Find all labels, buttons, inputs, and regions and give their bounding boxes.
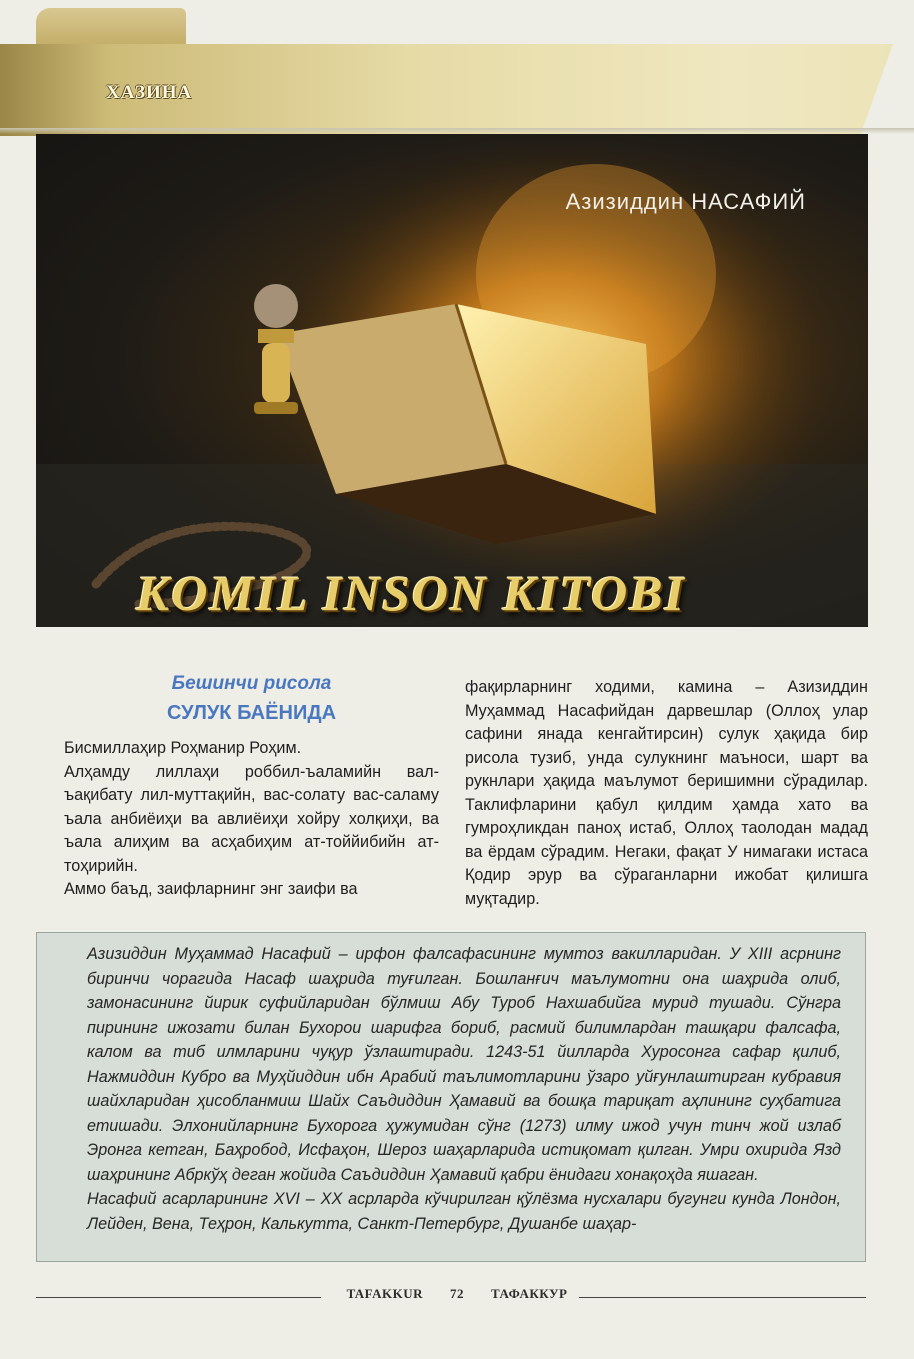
section-title: ХАЗИНА: [106, 82, 193, 103]
bio-paragraph-manuscripts: Насафий асарларининг XVI – XX асрларда кўчирилган қўлёзма нусхалари бугунги кунда Лондон, Лейден, Вена, Теҳрон, Калькутта, Санкт-Петербург, Душанбе шаҳар-: [87, 1190, 841, 1233]
page-footer: [0, 1286, 914, 1302]
bio-paragraph: Азизиддин Муҳаммад Насафий – ирфон фалсафасининг мумтоз вакилларидан. У XIII асрнинг биринчи чорагида Насаф шаҳрида туғилган. Бошланғич маълумотни она шаҳрида олиб, замонасининг йирик суфийларидан бўлмиш Абу Туроб Нахшабийга мурид тушади. Сўнгра пирининг ижозати билан Бухорои шарифга бориб, расмий билимлардан ташқари фалсафа, калом ва тиб илмларини чуқур ўзлаштиради. 1243-51 йилларда Хуросонга сафар қилиб, Нажмиддин Кубро ва Муҳйиддин ибн Арабий таълимотларини ўзаро уйғунлаштирган кубравия шайхларидан ҳисобланмиш Шайх Саъдиддин Ҳамавий ва бошқа тариқат аҳлининг суҳбатига етишади. Элхонийларнинг Бухорога ҳужумидан сўнг (1273) илму ижод учун тинч жой излаб Эронга кетган, Баҳробод, Исфаҳон, Шероз шаҳарларида истиқомат қилган. Умри охирида Язд шаҳрининг Абркўҳ деган жойида Саъдиддин Ҳамавий қабри ёнидаги хонақоҳда яшаган.: [87, 945, 841, 1184]
article-right-column: [465, 676, 868, 911]
author-name: Азизиддин НАСАФИЙ: [565, 189, 806, 214]
footer-magazine-cyrillic: ТАФАККУР: [485, 1286, 573, 1301]
author-bio-box: [36, 932, 866, 1262]
page-number: 72: [444, 1286, 470, 1301]
paragraph-basmala: Бисмиллаҳир Роҳманир Роҳим.: [64, 739, 302, 757]
footer-magazine-latin: TAFAKKUR: [341, 1286, 429, 1301]
paragraph-continuation: фақирларнинг ходими, камина – Азизиддин Муҳаммад Насафийдан дарвешлар (Оллоҳ улар сафини янада кенгайтирсин) сулук ҳақида бир рисола тузиб, унда сулукнинг маъноси, шарт ва рукнлари ҳақида маълумот беришимни сўрадилар. Таклифларини қабул қилдим ҳамда хато ва гумроҳликдан паноҳ истаб, Оллоҳ таолодан мадад ва ёрдам сўрадим. Негаки, фақат У нимагаки истаса Қодир эрур ва сўраганларни ижобат қилишга муқтадир.: [465, 678, 868, 908]
article-left-column: [64, 672, 439, 902]
article-heading: СУЛУК БАЁНИДА: [166, 701, 337, 724]
book-title: KOMIL INSON KITOBI: [136, 565, 687, 621]
paragraph-amma-bad: Аммо баъд, заифларнинг энг заифи ва: [64, 880, 358, 898]
hero-image: [36, 134, 868, 627]
paragraph-hamd: Алҳамду лиллаҳи роббил-ъаламийн вал-ъақибату лил-муттақийн, вас-солату вас-саламу ъала анбиёиҳи ва авлиёиҳи хойру холқиҳи, ва ъала алиҳим ва асҳабиҳим ат-тоййибийн ат-тоҳирийн.: [64, 762, 439, 875]
risola-subtitle: Бешинчи рисола: [171, 673, 332, 694]
